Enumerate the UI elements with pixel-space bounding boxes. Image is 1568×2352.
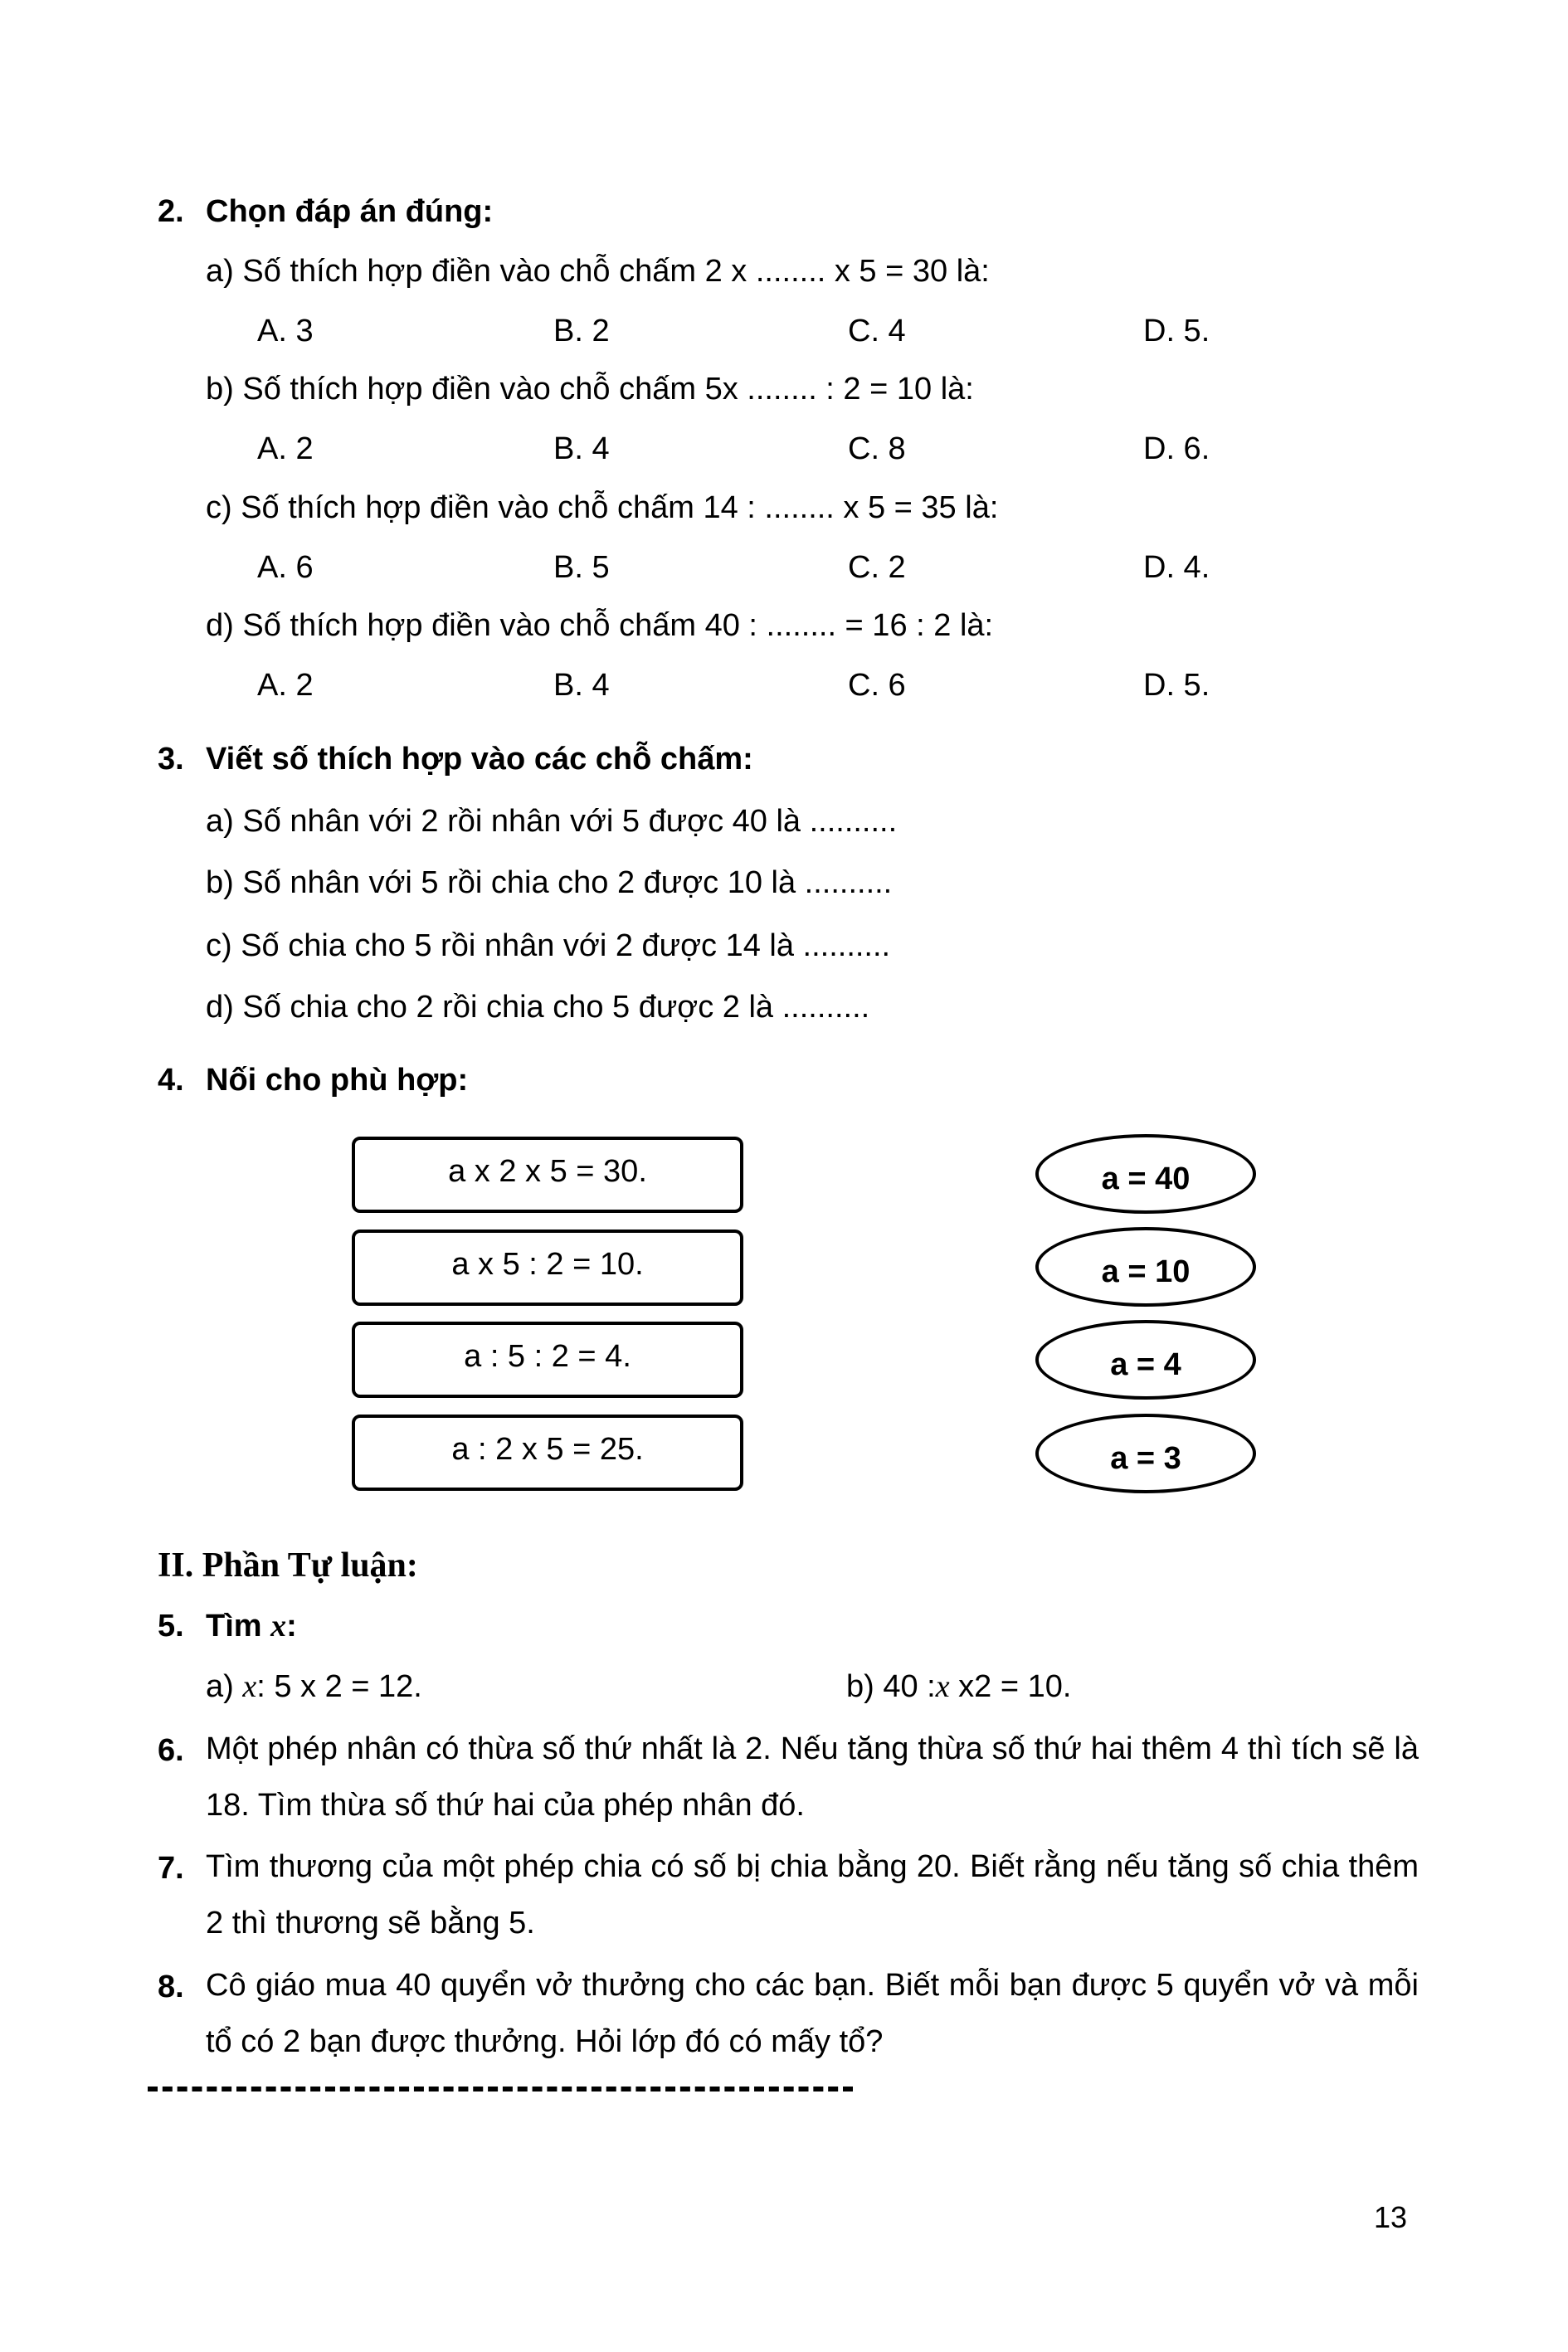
variable-x: x [242, 1669, 257, 1704]
dashed-separator [148, 2087, 853, 2091]
match-left-box-1[interactable] [352, 1137, 743, 1213]
match-left-box-2[interactable] [352, 1230, 743, 1306]
question-5a-equation: : 5 x 2 = 12. [256, 1669, 422, 1704]
match-left-text-4: a : 2 x 5 = 25. [451, 1431, 644, 1467]
question-8-number: 8. [158, 1970, 184, 2004]
page-number: 13 [1374, 2200, 1408, 2234]
match-right-oval-1[interactable] [1035, 1134, 1256, 1214]
match-right-text-4: a = 3 [1110, 1440, 1181, 1476]
variable-x: x [270, 1609, 287, 1643]
question-7-number: 7. [158, 1851, 184, 1886]
question-6-number: 6. [158, 1733, 184, 1768]
question-3c-text: c) Số chia cho 5 rồi nhân với 2 được 14 là .......... [206, 928, 891, 963]
question-2-title: Chọn đáp án đúng: [206, 194, 494, 229]
question-3a-text: a) Số nhân với 2 rồi nhân với 5 được 40 là .......... [206, 804, 898, 839]
question-2d-prompt: d) Số thích hợp điền vào chỗ chấm 40 : ........ = 16 : 2 là: [206, 608, 994, 643]
question-2a-prompt: a) Số thích hợp điền vào chỗ chấm 2 x ........ x 5 = 30 là: [206, 254, 990, 289]
question-2d-option-d[interactable]: D. 5. [1143, 668, 1210, 703]
section-2-heading: II. Phần Tự luận: [158, 1546, 418, 1585]
question-3-number: 3. [158, 742, 184, 777]
question-8-text: Cô giáo mua 40 quyển vở thưởng cho các bạn. Biết mỗi bạn được 5 quyển vở và mỗi tổ có 2 bạn được thưởng. Hỏi lớp đó có mấy tổ? [206, 1968, 1419, 2059]
question-5-number: 5. [158, 1609, 184, 1643]
match-right-oval-4[interactable] [1035, 1414, 1256, 1493]
question-4-number: 4. [158, 1063, 184, 1098]
question-2c-option-d[interactable]: D. 4. [1143, 550, 1210, 585]
question-2b-prompt: b) Số thích hợp điền vào chỗ chấm 5x ........ : 2 = 10 là: [206, 372, 974, 407]
match-left-text-2: a x 5 : 2 = 10. [451, 1246, 644, 1282]
question-2c-option-b[interactable]: B. 5 [553, 550, 610, 585]
question-2-number: 2. [158, 194, 184, 229]
match-right-text-2: a = 10 [1101, 1254, 1191, 1289]
match-left-box-4[interactable] [352, 1415, 743, 1491]
match-right-text-1: a = 40 [1101, 1161, 1191, 1196]
question-2c-option-c[interactable]: C. 2 [848, 550, 906, 585]
question-5-title-suffix: : [286, 1609, 297, 1643]
match-right-text-3: a = 4 [1110, 1346, 1181, 1382]
question-2a-option-d[interactable]: D. 5. [1143, 314, 1210, 348]
question-2b-option-c[interactable]: C. 8 [848, 431, 906, 466]
question-2d-option-a[interactable]: A. 2 [257, 668, 314, 703]
question-5-title-prefix: Tìm [206, 1609, 271, 1643]
question-5b-equation: x2 = 10. [949, 1669, 1072, 1704]
question-2a-option-b[interactable]: B. 2 [553, 314, 610, 348]
match-left-box-3[interactable] [352, 1322, 743, 1398]
question-2a-option-a[interactable]: A. 3 [257, 314, 314, 348]
match-left-text-1: a x 2 x 5 = 30. [448, 1153, 647, 1189]
question-2d-option-b[interactable]: B. 4 [553, 668, 610, 703]
question-5b-label: b) 40 : [846, 1669, 936, 1704]
question-2b-option-b[interactable]: B. 4 [553, 431, 610, 466]
question-2c-prompt: c) Số thích hợp điền vào chỗ chấm 14 : ........ x 5 = 35 là: [206, 490, 999, 525]
question-2b-option-d[interactable]: D. 6. [1143, 431, 1210, 466]
question-4-title: Nối cho phù hợp: [206, 1063, 469, 1098]
match-right-oval-2[interactable] [1035, 1227, 1256, 1307]
question-2a-option-c[interactable]: C. 4 [848, 314, 906, 348]
question-7-text: Tìm thương của một phép chia có số bị chia bằng 20. Biết rằng nếu tăng số chia thêm 2 thì thương sẽ bằng 5. [206, 1849, 1419, 1941]
question-5a-label: a) [206, 1669, 243, 1704]
question-5b [846, 1671, 1071, 1702]
question-5a [206, 1671, 422, 1702]
question-2d-option-c[interactable]: C. 6 [848, 668, 906, 703]
question-5-title [206, 1610, 297, 1642]
question-2b-option-a[interactable]: A. 2 [257, 431, 314, 466]
match-left-text-3: a : 5 : 2 = 4. [464, 1338, 631, 1374]
variable-x: x [935, 1669, 950, 1704]
question-3d-text: d) Số chia cho 2 rồi chia cho 5 được 2 là .......... [206, 990, 870, 1025]
question-2c-option-a[interactable]: A. 6 [257, 550, 314, 585]
question-3-title: Viết số thích hợp vào các chỗ chấm: [206, 742, 753, 777]
question-3b-text: b) Số nhân với 5 rồi chia cho 2 được 10 là .......... [206, 865, 893, 900]
question-6-text: Một phép nhân có thừa số thứ nhất là 2. Nếu tăng thừa số thứ hai thêm 4 thì tích sẽ là 18. Tìm thừa số thứ hai của phép nhân đó. [206, 1731, 1419, 1823]
match-right-oval-3[interactable] [1035, 1320, 1256, 1400]
